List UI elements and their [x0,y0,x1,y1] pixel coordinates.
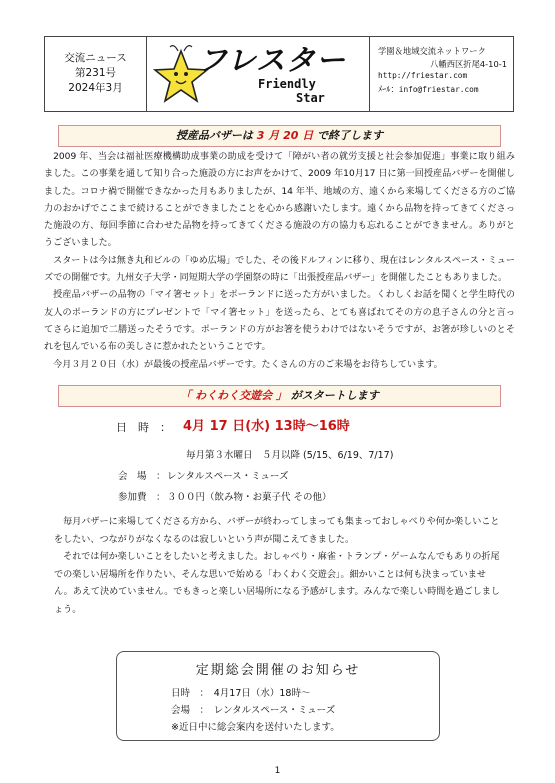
general-meeting-notice [116,651,440,741]
logo-subtitle-1: Friendly [258,77,316,91]
issue-info [45,37,147,111]
section1-paragraph-1: 2009 年、当会は福祉医療機構助成事業の助成を受けて「障がい者の就労支援と社会参加促進」事業に取り組みました。この事業を通して知り合った施設の方にお声をかけて、2009 年10月17 日に第一回授産品バザーを開催しました。コロナ禍で開催できなかった月もありましたが、14 年半、地域の方、遠くから来場してくださる方のご協力のおかげでここまで続けることができましたことを心から感謝いたします。遠くから品物を持ってきてくださった施設の方、毎回季節に合わせた品物を持ってきてくださる施設の方の協力も忘れることができません。ありがとうございました。 [44,152,515,249]
banner2-suffix: がスタートします [290,389,379,402]
section1-paragraph-4: 今月３月２０日（水）が最後の授産品バザーです。たくさんの方のご来場をお待ちしています。 [53,359,443,370]
banner2-name: わくわく交遊会 [195,389,273,402]
section2-body [54,514,504,620]
org-email[interactable]: info@friestar.com [398,84,479,94]
banner2-close: 」 [275,389,287,402]
section2-paragraph-2: それでは何か楽しいことをしたいと考えました。おしゃべり・麻雀・トランプ・ゲームなんでもありの折尾での楽しい居場所を作りたい、そんな思いで始める「わくわく交遊会」。細かいことは何も決まっていません。あえて決めていません。でもきっと楽しい居場所になる予感がします。みんなで楽しい時間を過ごしましょう。 [54,552,500,615]
venue-label: 会 場 ： [118,471,166,482]
datetime-value: 4月 17 日(水) 13時～16時 [183,419,350,434]
fee-label: 参加費 ： [118,492,166,503]
issue-date: 2024年3月 [68,82,123,94]
notice-datetime: 日時 ： 4月17日（水）18時～ [171,688,311,699]
notice-venue: 会場 ： レンタルスペース・ミューズ [171,705,336,716]
fee-value: ３００円（飲み物・お菓子代 その他） [167,492,332,503]
banner1-suffix: で終了します [317,129,384,142]
page-number: 1 [274,766,281,776]
section1-paragraph-3: 授産品バザーの品物の「マイ箸セット」をポーランドに送った方がいました。くわしくお話を聞くと学生時代の友人のポーランドの方にプレゼントで「マイ箸セット」を送ったら、とても喜ばれてその方の息子さんの分と言ってさらに追加で二膳送ったそうです。ポーランドの方がお箸を使うわけではないそうですが、お箸が珍しいのとそれを包んでいる布の美しさに惹かれたということです。 [44,290,515,353]
header-box [44,36,514,112]
schedule: 毎月第３水曜日 ５月以降 (5/15、6/19、7/17) [186,450,394,461]
datetime-label: 日 時 ： [116,421,171,434]
org-url[interactable]: http://friestar.com [378,71,468,80]
bazaar-end-banner [58,125,501,147]
notice-title: 定期総会開催のお知らせ [195,663,361,678]
notice-note: ※近日中に総会案内を送付いたします。 [171,722,340,733]
section1-body [44,149,515,374]
issue-number: 第231号 [74,67,117,79]
section1-paragraph-2: スタートは今は無き丸和ビルの「ゆめ広場」でした、その後ドルフィンに移り、現在はレンタルスペース・ミューズでの開催です。九州女子大学・同短期大学の学園祭の時に「出張授産品バザー」を開催したこともありました。 [44,255,515,284]
org-name: 学園＆地域交流ネットワーク [378,46,486,56]
logo-subtitle-2: Star [296,91,325,105]
venue-value: レンタルスペース・ミューズ [167,471,289,482]
social-club-banner [58,385,501,407]
banner1-prefix: 授産品バザーは [175,129,253,142]
org-address: 八幡西区折尾4-10-1 [430,58,507,69]
banner1-date: 3 月 20 日 [256,129,314,142]
logo [146,37,370,111]
logo-title: フレスター [198,43,346,77]
newsletter-label: 交流ニュース [64,52,127,64]
mail-label: ﾒｰﾙ： [378,83,399,94]
organization-info [370,37,513,111]
section2-paragraph-1: 毎月バザーに来場してくださる方から、バザーが終わってしまっても集まっておしゃべりや何か楽しいことをしたい、つながりがなくなるのは寂しいという声が聞こえてきました。 [54,517,500,545]
banner2-open: 「 [180,389,192,402]
